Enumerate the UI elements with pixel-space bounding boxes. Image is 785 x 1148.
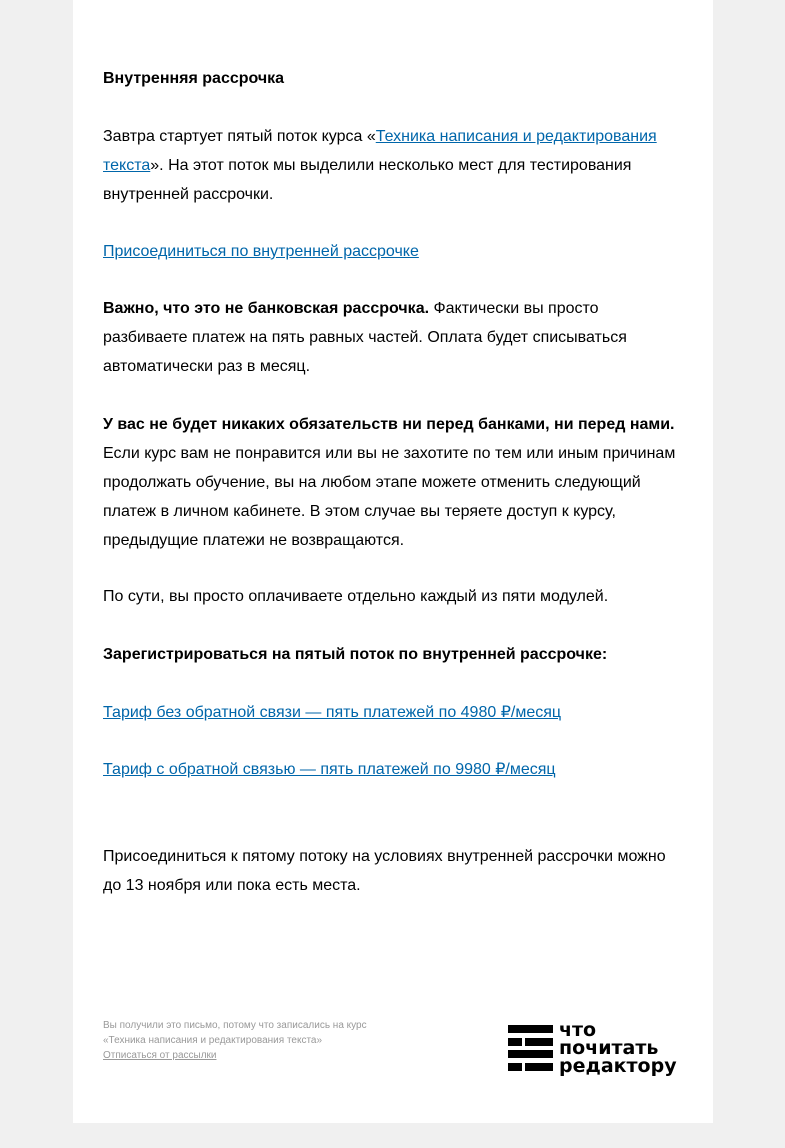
- important-text: Фактически вы просто разбиваете платеж на пять равных частей. Оплата будет списываться автоматически раз в месяц.: [103, 300, 627, 375]
- unsubscribe-link[interactable]: Отписаться от рассылки: [103, 1050, 217, 1061]
- obligations-paragraph: [103, 410, 683, 555]
- obligations-text: Если курс вам не понравится или вы не захотите по тем или иным причинам продолжать обучение, вы на любом этапе можете отменить следующий платеж в личном кабинете. В этом случае вы теряете доступ к курсу, предыдущие платежи не возвращаются.: [103, 445, 676, 549]
- tariff-with-feedback-link[interactable]: Тариф с обратной связью — пять платежей по 9980 ₽/месяц: [103, 761, 556, 778]
- logo-line-3: редактору: [559, 1055, 677, 1077]
- intro-text-after: ». На этот поток мы выделили несколько мест для тестирования внутренней рассрочки.: [103, 157, 632, 203]
- logo-line-1: что: [559, 1019, 597, 1041]
- footer-note: [103, 1018, 393, 1063]
- email-heading: Внутренняя рассрочка: [103, 70, 285, 87]
- register-heading-text: Зарегистрироваться на пятый поток по внутренней рассрочке:: [103, 646, 608, 663]
- essence-paragraph: По сути, вы просто оплачиваете отдельно каждый из пяти модулей.: [103, 588, 609, 605]
- logo-text: [559, 1021, 677, 1075]
- footer-reason: Вы получили это письмо, потому что записались на курс «Техника написания и редактирования текста»: [103, 1020, 367, 1046]
- tariff-no-feedback-link[interactable]: Тариф без обратной связи — пять платежей по 4980 ₽/месяц: [103, 704, 562, 721]
- tariff2-paragraph: [103, 755, 683, 784]
- intro-paragraph: [103, 122, 683, 209]
- email-card: [73, 0, 713, 1123]
- intro-text-before: Завтра стартует пятый поток курса «: [103, 128, 376, 145]
- important-paragraph: [103, 294, 683, 381]
- deadline-paragraph: Присоединиться к пятому потоку на условиях внутренней рассрочки можно до 13 ноября или пока есть места.: [103, 848, 666, 894]
- join-paragraph: [103, 237, 683, 266]
- obligations-bold: У вас не будет никаких обязательств ни перед банками, ни перед нами.: [103, 416, 675, 433]
- course-link[interactable]: Техника написания и редактирования текста: [103, 128, 657, 174]
- important-bold: Важно, что это не банковская рассрочка.: [103, 300, 430, 317]
- tariff1-paragraph: [103, 698, 683, 727]
- logo-line-2: почитать: [559, 1037, 659, 1059]
- register-heading: [103, 640, 683, 669]
- join-installment-link[interactable]: Присоединиться по внутренней рассрочке: [103, 243, 419, 260]
- brand-logo[interactable]: [506, 1021, 686, 1077]
- logo-grid-icon: [508, 1025, 553, 1071]
